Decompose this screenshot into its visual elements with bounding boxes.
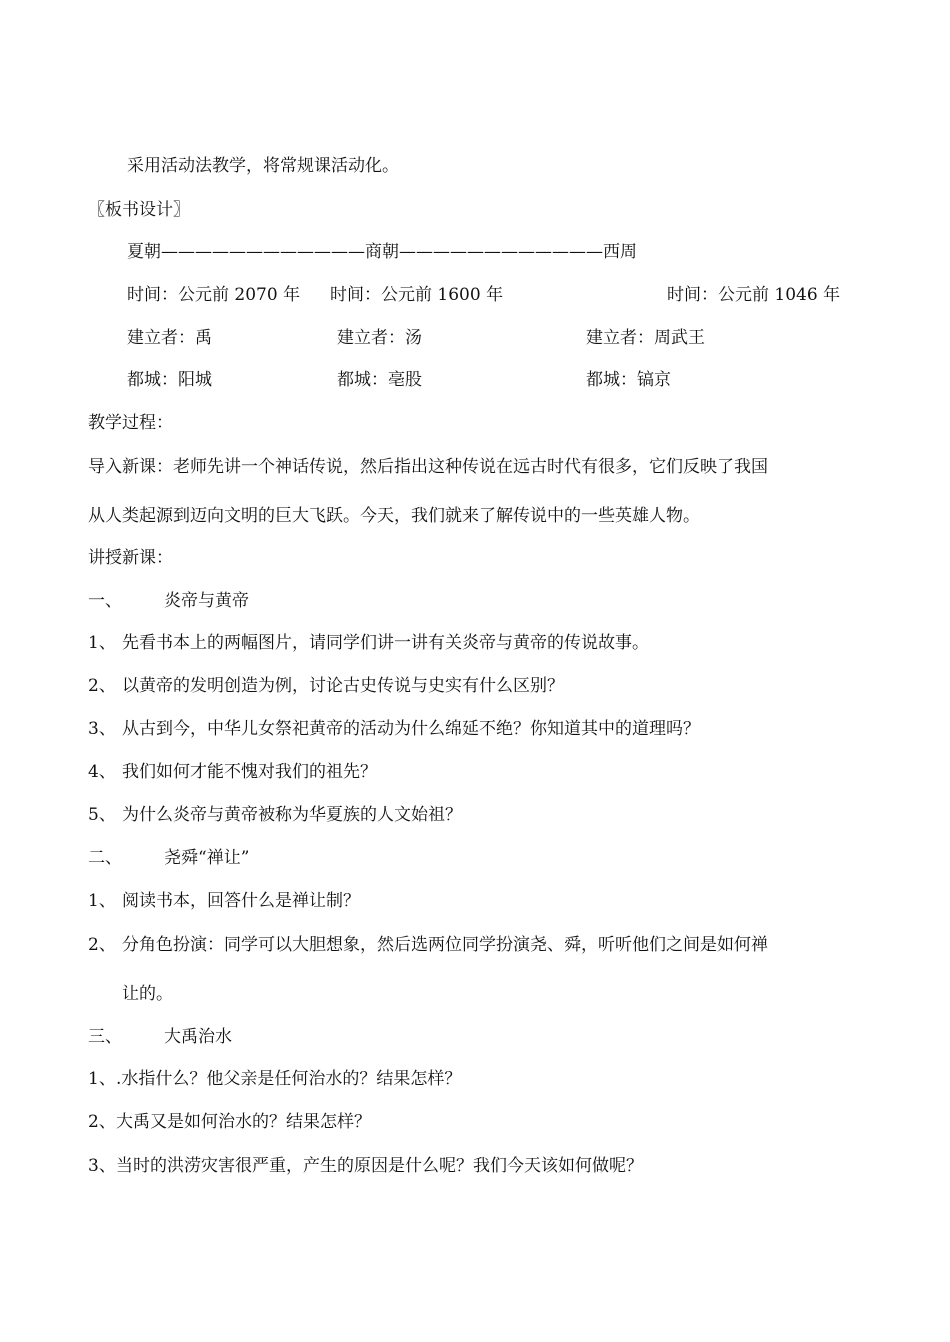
list-item-number: 5、 [88,805,116,825]
list-item-number: 1、 [88,891,116,911]
list-item-number: 2、 [88,676,116,696]
list-item-text: .水指什么？他父亲是任何治水的？结果怎样？ [116,1069,462,1089]
new-lesson-heading: 讲授新课： [88,548,173,568]
list-item-continuation: 让的。 [122,984,173,1004]
zhou-capital: 都城：镐京 [586,370,671,390]
intro-paragraph-line-2: 从人类起源到迈向文明的巨大飞跃。今天，我们就来了解传说中的一些英雄人物。 [88,506,700,526]
zhou-founder: 建立者：周武王 [586,328,705,348]
list-item-text: 大禹又是如何治水的？结果怎样？ [116,1112,371,1132]
section-number: 三、 [88,1027,122,1047]
list-item-text: 从古到今，中华儿女祭祀黄帝的活动为什么绵延不绝？你知道其中的道理吗？ [122,719,700,739]
intro-line: 采用活动法教学，将常规课活动化。 [127,156,399,176]
section-number: 一、 [88,591,122,611]
xia-founder: 建立者：禹 [127,328,212,348]
dynasty-timeline: 夏朝————————————商朝————————————西周 [127,242,637,262]
xia-time: 时间：公元前 2070 年 [127,285,301,305]
shang-founder: 建立者：汤 [337,328,422,348]
board-design-heading: 〖板书设计〗 [88,200,190,220]
list-item-number: 4、 [88,762,116,782]
section-number: 二、 [88,848,122,868]
list-item-text: 以黄帝的发明创造为例，讨论古史传说与史实有什么区别？ [122,676,564,696]
list-item-text: 为什么炎帝与黄帝被称为华夏族的人文始祖？ [122,805,462,825]
xia-capital: 都城：阳城 [127,370,212,390]
process-heading: 教学过程： [88,413,173,433]
list-item-number: 1、 [88,1069,116,1089]
list-item-text: 先看书本上的两幅图片，请同学们讲一讲有关炎帝与黄帝的传说故事。 [122,633,649,653]
list-item-text: 阅读书本，回答什么是禅让制？ [122,891,360,911]
section-title: 尧舜“禅让” [164,848,250,868]
section-title: 大禹治水 [164,1027,232,1047]
intro-paragraph-line-1: 导入新课：老师先讲一个神话传说，然后指出这种传说在远古时代有很多，它们反映了我国 [88,457,768,477]
section-title: 炎帝与黄帝 [164,591,249,611]
list-item-text: 我们如何才能不愧对我们的祖先？ [122,762,377,782]
shang-capital: 都城：亳股 [337,370,422,390]
list-item-number: 1、 [88,633,116,653]
list-item-number: 2、 [88,1112,116,1132]
list-item-text: 分角色扮演：同学可以大胆想象，然后选两位同学扮演尧、舜，听听他们之间是如何禅 [122,935,768,955]
list-item-number: 2、 [88,935,116,955]
shang-time: 时间：公元前 1600 年 [330,285,504,305]
list-item-number: 3、 [88,1156,116,1176]
list-item-number: 3、 [88,719,116,739]
zhou-time: 时间：公元前 1046 年 [667,285,841,305]
list-item-text: 当时的洪涝灾害很严重，产生的原因是什么呢？我们今天该如何做呢？ [116,1156,643,1176]
